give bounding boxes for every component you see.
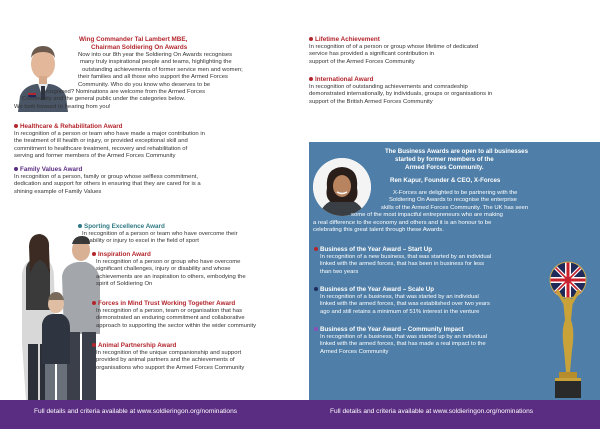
award-line: achievements are an inspiration to others, embodying the (96, 273, 246, 280)
intro-line: We look forward to hearing from you! (14, 103, 111, 110)
bullet-dot (314, 287, 318, 291)
intro-role: Chairman Soldiering On Awards (91, 44, 188, 51)
speaker-name: Ren Kapur, Founder & CEO, X-Forces (390, 177, 501, 184)
award-line: linked with the armed forces, that has made a real impact to the (320, 341, 486, 348)
business-heading-line: The Business Awards are open to all businesses (385, 148, 529, 155)
award-title: Business of the Year Award – Community Impact (320, 326, 464, 333)
award-line: disability or injury to excel in the field of sport (82, 238, 199, 245)
award-trophy (541, 260, 595, 400)
award-title: Healthcare & Rehabilitation Award (20, 123, 123, 130)
award-line: linked with the armed forces, that has been in business for less (320, 261, 485, 268)
award-line: than two years (320, 268, 359, 275)
award-international (309, 76, 594, 106)
award-title: Business of the Year Award – Start Up (320, 246, 432, 253)
bullet-dot (92, 343, 96, 347)
award-line: support of the British Armed Forces Community (309, 98, 433, 105)
intro-line: Community. Who do you know who deserves to be (78, 81, 211, 88)
award-title: Animal Partnership Award (98, 342, 177, 349)
award-line: In recognition of outstanding achievements and comradeship (309, 84, 468, 90)
award-line: ago and still retains a minimum of 51% interest in the venture (320, 308, 480, 315)
award-inspiration (92, 251, 312, 289)
footer-right-text: Full details and criteria available at www.soldieringon.org/nominations (330, 408, 534, 415)
award-title: Inspiration Award (98, 251, 151, 258)
award-title: Family Values Award (20, 166, 83, 173)
intro-line: their families and all those who support the Armed Forces (78, 74, 228, 81)
award-line: organisations who support the Armed Forces Community (96, 364, 245, 371)
award-line: In recognition of a person, team or organisation that has (96, 308, 243, 314)
footer-left-text: Full details and criteria available at www.soldieringon.org/nominations (34, 408, 238, 415)
award-line: support of the Armed Forces Community (309, 58, 415, 65)
award-line: provided by animal partners and the achievements of (96, 357, 235, 364)
award-line: In recognition of the unique companionship and support (96, 350, 242, 356)
award-title: Business of the Year Award – Scale Up (320, 286, 435, 293)
bullet-dot (14, 167, 18, 171)
intro-line: many truly inspirational people and teams, highlighting the (80, 59, 232, 66)
award-line: commitment to healthcare treatment, recovery and rehabilitation of (14, 145, 188, 152)
award-line: In recognition of of a person or group whose lifetime of dedicated (309, 44, 479, 50)
award-family-values (14, 166, 314, 196)
award-scale-up (314, 286, 534, 316)
award-line: approach to supporting the sector within the wider community (96, 322, 257, 329)
award-title: Lifetime Achievement (315, 36, 380, 43)
award-line: In recognition of a person or team who have made a major contribution in (14, 131, 205, 137)
business-awards-panel (309, 142, 600, 400)
award-start-up (314, 246, 534, 276)
quote-line: Soldiering On Awards to recognise the enterprise (389, 197, 517, 204)
bullet-dot (78, 224, 82, 228)
award-line: serving and former members of the Armed Forces Community (14, 153, 176, 160)
intro-line: outstanding achievements of former service men and women; (82, 66, 243, 73)
award-line: demonstrated internationally, by individuals, groups or organisations in (309, 91, 493, 98)
quote-line: skills of the Armed Forces Community. The UK has seen (381, 204, 529, 211)
award-title: International Award (315, 76, 374, 83)
footer-bar (0, 400, 600, 429)
bullet-dot (309, 77, 313, 81)
award-working-together (92, 300, 312, 330)
award-line: Armed Forces Community (320, 348, 389, 355)
business-heading (385, 148, 595, 172)
award-line: shining example of Family Values (14, 188, 102, 195)
award-line: demonstrated an enduring commitment and collaborative (96, 315, 245, 322)
award-sporting-excellence (78, 223, 318, 246)
intro-text (14, 52, 314, 111)
quote-line: X-Forces are delighted to be partnering with the (393, 190, 518, 196)
award-lifetime-achievement (309, 36, 589, 66)
business-heading-line: started by former members of the (395, 156, 494, 163)
award-community-impact (314, 326, 534, 356)
bullet-dot (92, 301, 96, 305)
bullet-dot (92, 252, 96, 256)
award-line: dedication and support for others in ensuring that they are cared for is a (14, 181, 201, 188)
bullet-dot (309, 37, 313, 41)
award-line: significant challenges, injury or disability and whose (96, 266, 231, 273)
award-line: In recognition of a person or team who have overcome their (82, 231, 238, 237)
quote-line: a real difference to the economy and others and it is an honour to be (313, 219, 492, 226)
award-line: In recognition of a business, that was started up by an individual (320, 334, 488, 340)
intro-line: Now into our 8th year the Soldiering On Awards recognises (78, 52, 233, 58)
award-title: Sporting Excellence Award (84, 223, 165, 230)
intro-line: recognised? Nominations are welcome from the Armed Forces (42, 89, 206, 96)
business-quote (313, 190, 597, 234)
business-heading-line: Armed Forces Community. (405, 164, 484, 171)
bullet-dot (314, 327, 318, 331)
award-animal-partnership (92, 342, 312, 372)
intro-line: Community and the general public under the categories below. (22, 96, 186, 103)
intro-name: Wing Commander Tal Lambert MBE, (79, 36, 188, 43)
award-line: In recognition of a person or group who have overcome (96, 259, 241, 265)
award-line: spirit of Soldiering On (96, 281, 153, 288)
award-line: In recognition of a business, that was started by an individual (320, 294, 479, 300)
intro-block (79, 36, 309, 52)
bullet-dot (314, 247, 318, 251)
award-line: the treatment of ill health or injury, or provided exceptional skill and (14, 138, 188, 145)
award-healthcare (14, 123, 314, 161)
award-line: In recognition of a new business, that was started by an individual (320, 254, 492, 260)
quote-line: some of the most impactful entrepreneurs who are making (351, 212, 503, 219)
award-line: In recognition of a person, family or group whose selfless commitment, (14, 174, 199, 180)
award-line: linked with the armed forces, that was established over two years (320, 301, 490, 308)
award-line: service has provided a significant contribution in (309, 51, 435, 58)
award-title: Forces in Mind Trust Working Together Award (98, 300, 236, 307)
bullet-dot (14, 124, 18, 128)
quote-line: celebrating this great talent through these Awards. (313, 227, 444, 234)
